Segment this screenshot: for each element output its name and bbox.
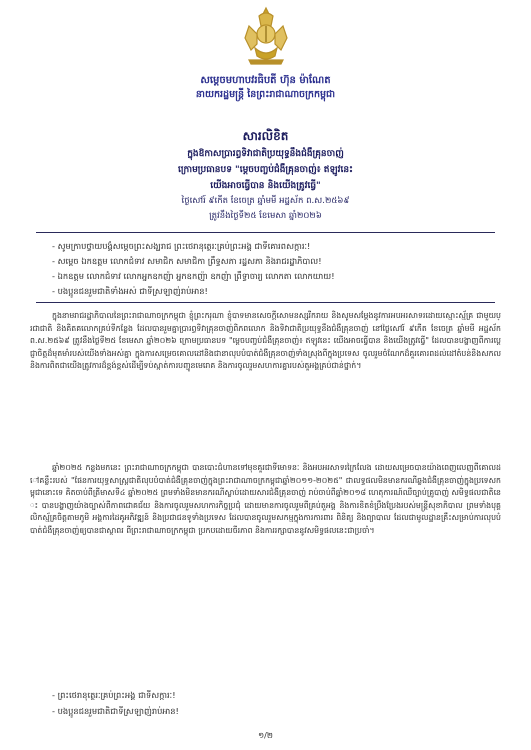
greeting-line: - សូមក្រាបថ្វាយបង្គំសម្ដេចព្រះសង្ឃរាជ ព្រះថេរានុត្ថេរៈគ្រប់ព្រះអង្គ ជាទីគោរពសក្ការៈ!	[52, 241, 311, 251]
body-paragraph: ឆ្នាំ២០២៥ កន្លងមកនេះ ព្រះរាជាណាចក្រកម្ពុជា បានបោះជំហានទៅមុខគួរជាទីមោទនៈ និងអបអរសាទរក្រៃលែង ដោយសម្រេចបានយ៉ាងពេញលេញពីគោលដៅគន្លឹះរបស់ "ផែនការយុទ្ធសាស្ត្រជាតិលុបបំបាត់ជំងឺគ្រុនចាញ់ក្នុងព្រះរាជាណាចក្រកម្ពុជាឆ្នាំ២០១១-២០២៥" ជាលទ្ធផលមិនមានករណីឆ្លងជំងឺគ្រុនចាញ់ក្នុងប្រទេសកម្ពុជានោះទេ គិតចាប់ពីត្រីមាសទី៤ ឆ្នាំ២០២៥ ព្រមទាំងមិនមានករណីស្លាប់ដោយសារជំងឺគ្រុនចាញ់ រាប់ចាប់ពីឆ្នាំ២០១៨ ហេតុការណ៍ឈឺច្បាប់គ្រូបាញ់ សមិទ្ធផលជាតិនេះ បានបង្ហាញយ៉ាងច្បាស់ពីភាពជោគជ័យ និងការចូលរួមសហការកិច្ចប្រជុំ ដោយមានការចូលរួមពីគ្រប់តួអង្គ និងការខិតខំប្រឹងប្រែងរបស់មន្ត្រីសុខាភិបាល ព្រមទាំងបុគ្គលិកស្ម័គ្រចិត្តតាមភូមិ អង្គការដៃគូអភិវឌ្ឍន៍ និងប្រជាជនទូទាំងប្រទេស ដែលបានចូលរួមសកម្មក្នុងការការពារ ពិនិត្យ និងព្យាបាល ដែលជាមូលដ្ឋានគ្រឹះសម្រាប់ការលុបបំបាត់ជំងឺគ្រុនចាញ់ឲ្យបានជាស្ថាពរ ពីព្រះរាជាណាចក្រកម្ពុជា ប្រកបដោយចីរភាព និងការរក្សាបាននូវសមិទ្ធផលនេះជាប្រចាំ។	[30, 463, 501, 535]
closing-line: - ព្រះថេរានុត្ថេរៈគ្រប់ព្រះអង្គ ជាទីសក្ការៈ!	[52, 690, 176, 700]
greeting-line: - ឯកឧត្ដម លោកជំទាវ លោកអ្នកឧកញ៉ា អ្នកឧកញ៉ា ឧកញ៉ា ព្រឹទ្ធាចារ្យ លោកតា លោកយាយ!	[52, 271, 335, 281]
page-number: ១/២	[258, 731, 273, 740]
bottom-divider	[36, 302, 495, 303]
greeting-line: - បងប្អូនជនរួមជាតិទាំងអស់ ជាទីស្រឡាញ់រាប់អាន!	[52, 286, 208, 296]
closing-line: - បងប្អូនជនរួមជាតិជាទីស្រឡាញ់រាប់អាន!	[52, 706, 179, 716]
title-theme-line1: ក្រោមប្រធានបទ "ម្ដេចបញ្ចប់ជំងឺគ្រុនចាញ់៖ ឥឡូវនេះ	[177, 165, 353, 175]
royal-coat-of-arms-emblem	[235, 4, 297, 68]
lunar-date: ថ្ងៃសៅរ៍ ៩កើត ខែចេត្រ ឆ្នាំមមី អដ្ឋស័ក ព.ស.២៥៦៩	[181, 196, 350, 206]
title-theme-line2: យើងអាចធ្វើបាន និងយើងត្រូវធ្វើ"	[210, 181, 321, 191]
sender-office: នាយករដ្ឋមន្ត្រី នៃព្រះរាជាណាចក្រកម្ពុជា	[195, 89, 336, 100]
top-divider	[36, 232, 495, 233]
body-paragraph: ក្នុងនាមរាជរដ្ឋាភិបាលនៃព្រះរាជាណាចក្រកម្ពុជា ខ្ញុំព្រះករុណា ខ្ញុំបាទមានសេចក្ដីសោមនស្សរីករាយ និងសូមសម្ដែងនូវការអបអរសាទរដោយស្មោះស្ម័គ្រ ជាមួយប្រជាជាតិ និងគិតគលោកគ្រប់ទីកន្លែង ដែលបានរួមគ្នាប្រារព្ធទិវាគ្រុនចាញ់ពិភពលោក និងទិវាជាតិប្រយុទ្ធនឹងជំងឺគ្រុនចាញ់ នៅថ្ងៃសៅរ៍ ៩កើត ខែចេត្រ ឆ្នាំមមី អដ្ឋស័ក ព.ស.២៥៦៩ ត្រូវនឹងថ្ងៃទី២៥ ខែមេសា ឆ្នាំ២០២៦ ក្រោមប្រធានបទ "ម្ដេចបញ្ចប់ជំងឺគ្រុនចាញ់៖ ឥឡូវនេះ យើងអាចធ្វើបាន និងយើងត្រូវធ្វើ" ដែលបានបង្ហាញពីការប្ដេជ្ញាចិត្តដ៏មុតមាំរបស់យើងទាំងអស់គ្នា ក្នុងការសម្រេចគោលដៅនិងជានាលុបបំបាត់ជំងឺគ្រុនចាញ់ទាំងស្រុងពីក្នុងប្រទេស ចូលរួមចំណែកដ៏គួរគោរពដល់ដៅតំបន់និងសកល និងការពិតជាយើងត្រូវការដ៏ខ្ពង់ខ្ពស់ដើម្បីទប់ស្កាត់ការបញ្ជូនមេរោគ និងការចូលរួមសហការគ្នារបស់តួអង្គគ្រប់ជាន់ថ្នាក់។	[30, 311, 501, 371]
title-occasion: ក្នុងឱកាសប្រារព្ធទិវាជាតិប្រយុទ្ធនឹងជំងឺគ្រុនចាញ់	[187, 149, 344, 159]
sender-name: សម្ដេចមហាបវរធិបតី ហ៊ុន ម៉ាណែត	[200, 75, 331, 86]
solar-date: ត្រូវនឹងថ្ងៃទី២៥ ខែមេសា ឆ្នាំ២០២៦	[209, 211, 322, 221]
greeting-line: - សម្ដេច ឯកឧត្ដម លោកជំទាវ សមាជិក សមាជិកា ព្រឹទ្ធសភា រដ្ឋសភា និងរាជរដ្ឋាភិបាល!	[52, 256, 322, 266]
document-title: សារលិខិត	[242, 129, 289, 143]
